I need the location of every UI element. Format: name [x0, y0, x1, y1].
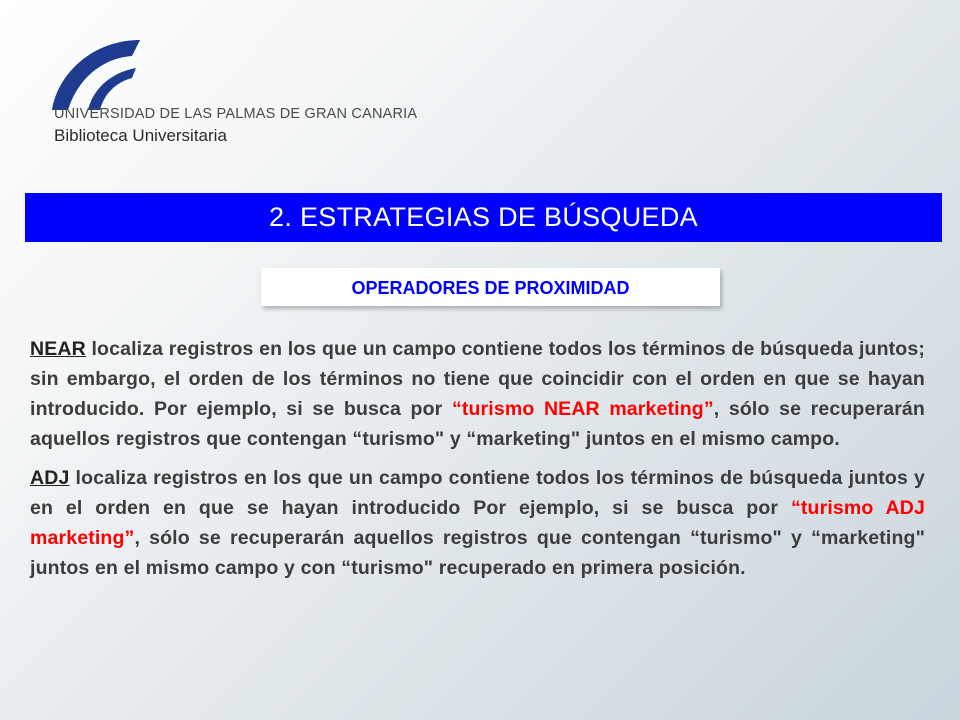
university-logo [48, 38, 418, 148]
near-keyword: NEAR [30, 338, 86, 360]
adj-paragraph [30, 463, 925, 583]
adj-keyword: ADJ [30, 467, 70, 489]
section-subtitle: OPERADORES DE PROXIMIDAD [261, 268, 720, 306]
slide-title: 2. ESTRATEGIAS DE BÚSQUEDA [25, 193, 942, 242]
near-text-part1: localiza registros en los que un campo contiene todos los términos de búsqueda juntos; sin embargo, el orden de los términos no tiene que coincidir con el orden en que se hayan introducido. Por ejemplo, si se busca por [30, 338, 925, 420]
adj-text-part1: localiza registros en los que un campo contiene todos los términos de búsqueda juntos y en el orden en que se hayan introducido Por ejemplo, si se busca por [30, 467, 925, 519]
slide-body [30, 334, 925, 583]
near-paragraph [30, 334, 925, 454]
near-text-part2: , sólo se recuperarán aquellos registros que contengan “turismo" y “marketing" juntos en el mismo campo. [30, 398, 925, 450]
logo-university-name: UNIVERSIDAD DE LAS PALMAS DE GRAN CANARIA [54, 106, 418, 122]
adj-example: “turismo ADJ marketing” [30, 497, 925, 549]
near-example: “turismo NEAR marketing” [451, 398, 714, 420]
logo-library-name: Biblioteca Universitaria [54, 126, 227, 145]
adj-text-part2: , sólo se recuperarán aquellos registros que contengan “turismo" y “marketing" juntos en el mismo campo y con “turismo" recuperado en primera posición. [30, 527, 925, 579]
